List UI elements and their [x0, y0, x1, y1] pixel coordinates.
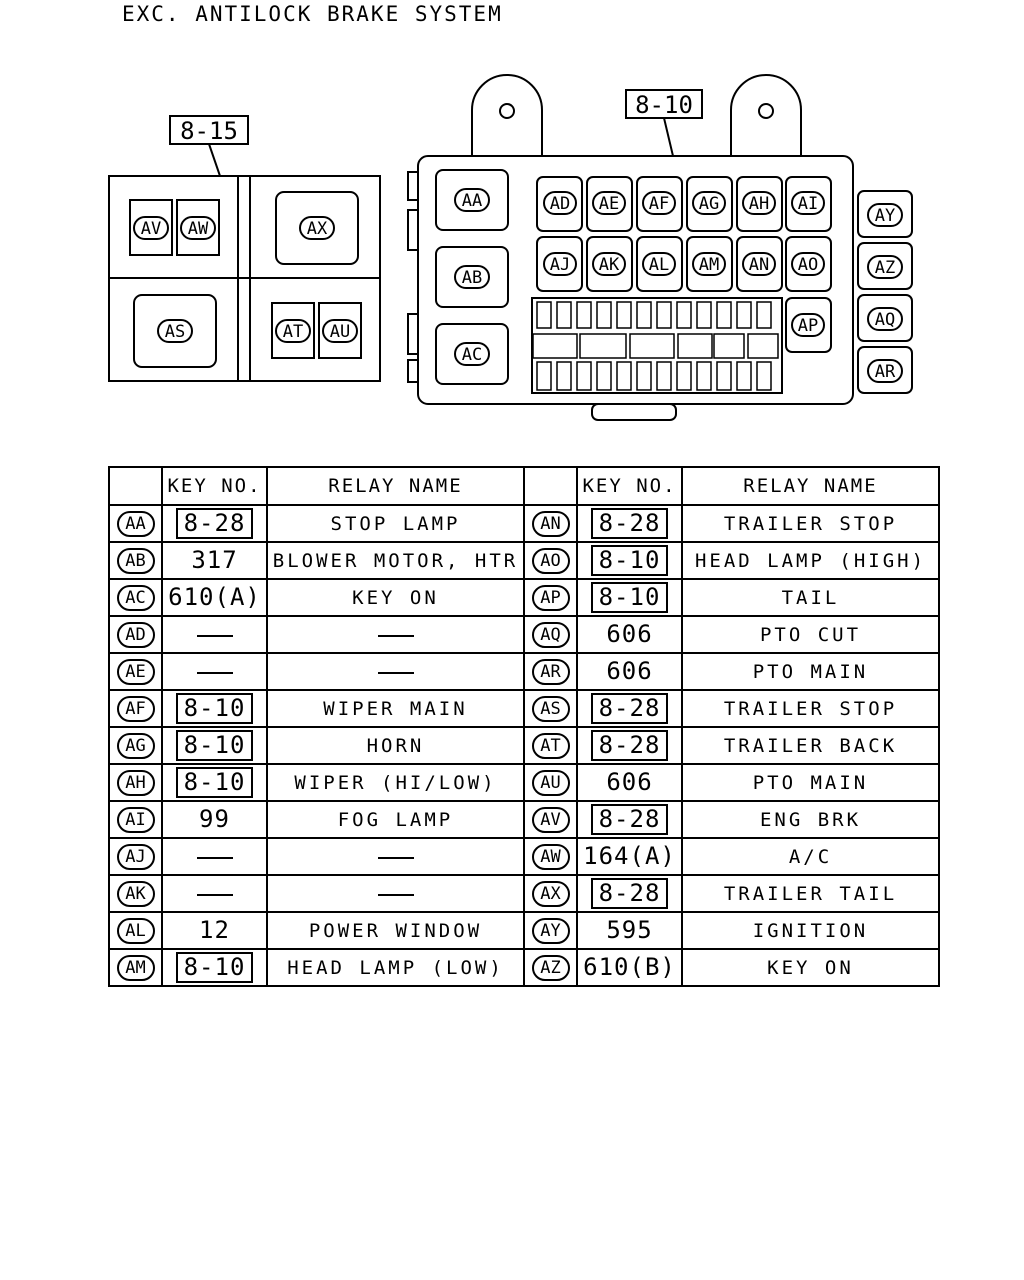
diagram-relay-label: AJ — [549, 255, 571, 275]
table-row — [109, 912, 939, 949]
relay-id-cell — [109, 912, 162, 949]
key-no-boxed: 8-28 — [591, 730, 669, 761]
relay-name: PTO CUT — [759, 623, 862, 646]
diagram-relay-aw — [181, 217, 215, 239]
relay-id-cell — [109, 949, 162, 986]
diagram-relay-label: AM — [698, 255, 720, 275]
relay-id-cell — [524, 579, 577, 616]
relay-id-badge: AI — [117, 807, 155, 833]
relay-id-badge: AG — [117, 733, 155, 759]
relay-id-badge: AZ — [532, 955, 570, 981]
header-key-no: KEY NO. — [162, 467, 267, 505]
header-relay-name: RELAY NAME — [267, 467, 524, 505]
relay-name: WIPER (HI/LOW) — [294, 771, 497, 794]
key-no-value: 606 — [606, 657, 653, 685]
relay-id-cell — [524, 875, 577, 912]
diagram-relay-ac — [455, 343, 489, 365]
key-no-cell — [577, 912, 682, 949]
relay-layout-diagram — [0, 0, 1024, 460]
relay-id-badge: AM — [117, 955, 155, 981]
diagram-relay-label: AQ — [874, 310, 896, 330]
header-key-no: KEY NO. — [577, 467, 682, 505]
diagram-relay-label: AE — [598, 194, 620, 214]
relay-id-cell — [109, 653, 162, 690]
diagram-relay-ab — [455, 266, 489, 288]
table-row — [109, 949, 939, 986]
empty-dash — [378, 894, 414, 896]
diagram-relay-label: AL — [648, 255, 670, 275]
key-no-boxed: 8-10 — [176, 730, 254, 761]
empty-dash — [197, 857, 233, 859]
key-no-boxed: 8-28 — [591, 508, 669, 539]
table-row — [109, 579, 939, 616]
relay-id-cell — [524, 505, 577, 542]
key-no-cell — [162, 616, 267, 653]
empty-dash — [378, 635, 414, 637]
relay-name: IGNITION — [752, 919, 869, 942]
table-row — [109, 653, 939, 690]
relay-id-badge: AE — [117, 659, 155, 685]
relay-id-cell — [109, 690, 162, 727]
relay-id-badge: AF — [117, 696, 155, 722]
relay-id-badge: AS — [532, 696, 570, 722]
relay-name-cell — [267, 690, 524, 727]
key-no-cell — [577, 801, 682, 838]
key-no-cell — [162, 801, 267, 838]
relay-name-cell — [267, 912, 524, 949]
relay-id-cell — [109, 542, 162, 579]
diagram-relay-ag — [693, 192, 725, 214]
relay-name: TAIL — [781, 586, 840, 609]
diagram-relay-label: AH — [748, 194, 770, 214]
key-no-cell — [577, 616, 682, 653]
relay-name-cell — [267, 875, 524, 912]
key-no-cell — [162, 690, 267, 727]
relay-name: A/C — [788, 845, 833, 868]
relay-id-badge: AK — [117, 881, 155, 907]
relay-name: TRAILER TAIL — [723, 882, 898, 905]
relay-id-cell — [109, 801, 162, 838]
relay-id-badge: AL — [117, 918, 155, 944]
diagram-relay-ai — [792, 192, 824, 214]
diagram-relay-ay — [868, 204, 902, 226]
relay-id-badge: AD — [117, 622, 155, 648]
right-relay-block — [408, 75, 912, 420]
key-no-cell — [162, 542, 267, 579]
key-no-value: 12 — [199, 916, 230, 944]
diagram-relay-label: AB — [461, 268, 483, 288]
key-no-cell — [577, 542, 682, 579]
diagram-relay-label: AY — [874, 206, 896, 226]
diagram-relay-as — [158, 320, 192, 342]
relay-id-cell — [524, 912, 577, 949]
key-no-cell — [162, 838, 267, 875]
relay-name: ENG BRK — [759, 808, 862, 831]
relay-name-cell — [682, 505, 939, 542]
right-block-ref: 8-10 — [635, 91, 693, 119]
key-no-boxed: 8-10 — [591, 582, 669, 613]
key-no-boxed: 8-10 — [176, 767, 254, 798]
key-no-cell — [162, 912, 267, 949]
key-no-value: 610(B) — [583, 953, 676, 981]
relay-id-cell — [109, 505, 162, 542]
empty-dash — [197, 672, 233, 674]
diagram-relay-label: AX — [306, 219, 328, 239]
relay-table — [108, 466, 940, 987]
diagram-relay-label: AG — [698, 194, 720, 214]
diagram-relay-al — [643, 253, 675, 275]
relay-name-cell — [267, 542, 524, 579]
diagram-relay-label: AF — [648, 194, 670, 214]
key-no-cell — [162, 875, 267, 912]
relay-name: TRAILER STOP — [723, 697, 898, 720]
header-relay-name: RELAY NAME — [682, 467, 939, 505]
table-row — [109, 690, 939, 727]
diagram-relay-label: AI — [797, 194, 819, 214]
diagram-relay-label: AT — [282, 322, 304, 342]
header-blank — [524, 467, 577, 505]
relay-id-cell — [109, 579, 162, 616]
relay-name: TRAILER STOP — [723, 512, 898, 535]
key-no-boxed: 8-28 — [591, 804, 669, 835]
diagram-relay-av — [134, 217, 168, 239]
table-row — [109, 542, 939, 579]
relay-name: FOG LAMP — [337, 808, 454, 831]
relay-id-cell — [524, 764, 577, 801]
diagram-relay-aj — [544, 253, 576, 275]
diagram-relay-label: AN — [748, 255, 770, 275]
table-row — [109, 764, 939, 801]
table-row — [109, 801, 939, 838]
relay-id-cell — [524, 838, 577, 875]
relay-name-cell — [682, 801, 939, 838]
diagram-relay-label: AA — [461, 191, 483, 211]
key-no-cell — [577, 653, 682, 690]
diagram-relay-label: AD — [549, 194, 571, 214]
diagram-relay-label: AW — [187, 219, 209, 239]
relay-id-badge: AW — [532, 844, 570, 870]
diagram-relay-aq — [868, 308, 902, 330]
diagram-relay-ap — [792, 314, 824, 336]
relay-name-cell — [682, 764, 939, 801]
diagram-relay-label: AC — [461, 345, 483, 365]
diagram-relay-label: AK — [598, 255, 620, 275]
relay-name: POWER WINDOW — [308, 919, 483, 942]
key-no-boxed: 8-10 — [591, 545, 669, 576]
relay-id-badge: AA — [117, 511, 155, 537]
key-no-value: 610(A) — [168, 583, 261, 611]
key-no-cell — [577, 727, 682, 764]
relay-id-cell — [109, 838, 162, 875]
relay-name-cell — [682, 653, 939, 690]
relay-name: WIPER MAIN — [323, 697, 468, 720]
diagram-relay-label: AO — [797, 255, 819, 275]
diagram-relay-ao — [792, 253, 824, 275]
relay-id-badge: AB — [117, 548, 155, 574]
relay-name: HEAD LAMP (LOW) — [287, 956, 504, 979]
relay-id-badge: AU — [532, 770, 570, 796]
relay-name-cell — [682, 838, 939, 875]
diagram-relay-af — [643, 192, 675, 214]
relay-name-cell — [267, 801, 524, 838]
diagram-relay-ar — [868, 360, 902, 382]
diagram-relay-aa — [455, 189, 489, 211]
table-row — [109, 505, 939, 542]
relay-name-cell — [267, 764, 524, 801]
relay-id-cell — [109, 875, 162, 912]
diagram-relay-an — [743, 253, 775, 275]
relay-id-badge: AY — [532, 918, 570, 944]
relay-id-badge: AO — [532, 548, 570, 574]
relay-name-cell — [682, 727, 939, 764]
relay-id-badge: AN — [532, 511, 570, 537]
key-no-value: 595 — [606, 916, 653, 944]
relay-id-badge: AT — [532, 733, 570, 759]
key-no-cell — [162, 579, 267, 616]
key-no-cell — [162, 949, 267, 986]
key-no-cell — [577, 579, 682, 616]
relay-id-badge: AJ — [117, 844, 155, 870]
key-no-boxed: 8-28 — [591, 878, 669, 909]
relay-name: STOP LAMP — [330, 512, 461, 535]
diagram-relay-label: AR — [874, 362, 896, 382]
table-header-row — [109, 467, 939, 505]
relay-name-cell — [267, 505, 524, 542]
key-no-cell — [162, 653, 267, 690]
relay-name: TRAILER BACK — [723, 734, 898, 757]
header-blank — [109, 467, 162, 505]
diagram-title: EXC. ANTILOCK BRAKE SYSTEM — [122, 2, 503, 26]
relay-name: BLOWER MOTOR, HTR — [272, 549, 519, 572]
relay-name-cell — [682, 616, 939, 653]
relay-id-badge: AR — [532, 659, 570, 685]
key-no-cell — [162, 505, 267, 542]
relay-name: KEY ON — [767, 956, 854, 979]
key-no-value: 606 — [606, 768, 653, 796]
relay-name: HORN — [366, 734, 425, 757]
empty-dash — [378, 672, 414, 674]
relay-name-cell — [267, 579, 524, 616]
relay-id-cell — [524, 616, 577, 653]
relay-id-badge: AQ — [532, 622, 570, 648]
diagram-relay-ae — [593, 192, 625, 214]
left-relay-block — [109, 116, 380, 381]
relay-name-cell — [682, 579, 939, 616]
relay-id-badge: AV — [532, 807, 570, 833]
key-no-cell — [162, 727, 267, 764]
key-no-cell — [577, 505, 682, 542]
diagram-relay-ax — [300, 217, 334, 239]
key-no-cell — [577, 949, 682, 986]
empty-dash — [197, 894, 233, 896]
key-no-value: 317 — [191, 546, 238, 574]
key-no-cell — [577, 764, 682, 801]
relay-id-cell — [109, 764, 162, 801]
relay-name-cell — [267, 616, 524, 653]
table-row — [109, 838, 939, 875]
diagram-relay-label: AP — [797, 316, 819, 336]
key-no-cell — [577, 690, 682, 727]
relay-name-cell — [267, 653, 524, 690]
relay-name-cell — [682, 875, 939, 912]
key-no-value: 606 — [606, 620, 653, 648]
relay-id-cell — [109, 616, 162, 653]
empty-dash — [378, 857, 414, 859]
relay-name-cell — [267, 949, 524, 986]
relay-name-cell — [682, 542, 939, 579]
relay-name-cell — [682, 690, 939, 727]
diagram-relay-ak — [593, 253, 625, 275]
table-row — [109, 875, 939, 912]
relay-name: PTO MAIN — [752, 660, 869, 683]
relay-id-cell — [524, 653, 577, 690]
relay-id-badge: AP — [532, 585, 570, 611]
key-no-cell — [577, 875, 682, 912]
key-no-cell — [577, 838, 682, 875]
key-no-value: 164(A) — [583, 842, 676, 870]
relay-name-cell — [267, 727, 524, 764]
diagram-relay-az — [868, 256, 902, 278]
relay-name-cell — [682, 912, 939, 949]
relay-id-badge: AH — [117, 770, 155, 796]
relay-id-badge: AC — [117, 585, 155, 611]
table-row — [109, 616, 939, 653]
empty-dash — [197, 635, 233, 637]
key-no-boxed: 8-10 — [176, 952, 254, 983]
diagram-relay-label: AU — [329, 322, 351, 342]
relay-name-cell — [682, 949, 939, 986]
relay-id-cell — [524, 801, 577, 838]
relay-name: HEAD LAMP (HIGH) — [694, 549, 927, 572]
key-no-boxed: 8-10 — [176, 693, 254, 724]
relay-name: KEY ON — [352, 586, 439, 609]
key-no-boxed: 8-28 — [176, 508, 254, 539]
diagram-relay-ah — [743, 192, 775, 214]
diagram-relay-label: AS — [164, 322, 186, 342]
relay-name: PTO MAIN — [752, 771, 869, 794]
relay-id-badge: AX — [532, 881, 570, 907]
relay-name-cell — [267, 838, 524, 875]
relay-id-cell — [109, 727, 162, 764]
relay-id-cell — [524, 690, 577, 727]
diagram-relay-at — [276, 320, 310, 342]
diagram-relay-am — [693, 253, 725, 275]
relay-id-cell — [524, 949, 577, 986]
diagram-relay-ad — [544, 192, 576, 214]
diagram-relay-au — [323, 320, 357, 342]
key-no-boxed: 8-28 — [591, 693, 669, 724]
key-no-cell — [162, 764, 267, 801]
table-row — [109, 727, 939, 764]
key-no-value: 99 — [199, 805, 230, 833]
relay-id-cell — [524, 727, 577, 764]
diagram-relay-label: AZ — [874, 258, 896, 278]
diagram-relay-label: AV — [140, 219, 162, 239]
relay-id-cell — [524, 542, 577, 579]
left-block-ref: 8-15 — [180, 117, 238, 145]
